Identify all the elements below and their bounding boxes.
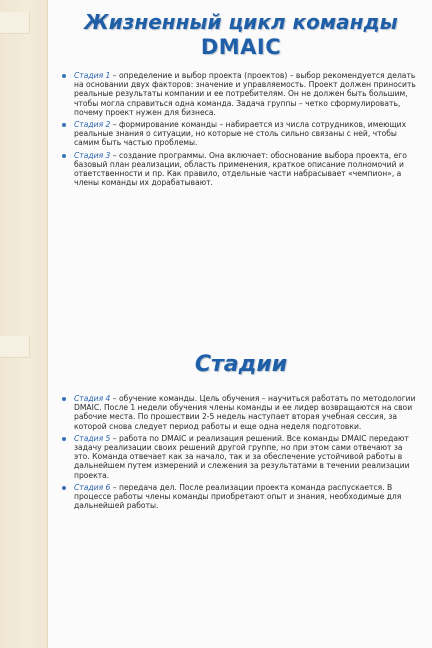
list-item xyxy=(62,483,416,511)
decorative-tab xyxy=(0,336,30,358)
list-item xyxy=(62,71,416,117)
stage-text: – работа по DMAIC и реализация решений. Все команды DMAIC передают задачу реализации своих решений другой группе, но при этом сами отвечают за это. Команда отвечает как за начало, так и за обеспечение устойчивой работы в дальнейшем путем измерений и слежения за результатами в течении реализации проекта. xyxy=(74,433,410,480)
decorative-side-strip xyxy=(0,324,48,648)
slide-stages xyxy=(0,324,432,648)
bullet-icon xyxy=(62,486,66,490)
stage-text: – формирование команды – набирается из числа сотрудников, имеющих реальные знания о ситуации, но которые не столь сильно связаны с ней, чтобы самим быть частью проблемы. xyxy=(74,120,407,148)
decorative-side-strip xyxy=(0,0,48,324)
stage-label: Стадия 4 xyxy=(74,394,111,403)
list-item xyxy=(62,434,416,480)
stage-text: – создание программы. Она включает: обоснование выбора проекта, его базовый план реализации, область применения, краткое описание полномочий и ответственности и пр. Как правило, отдельные части набрасывает «чемпион», а члены команды их дорабатывают. xyxy=(74,150,407,188)
bullet-icon xyxy=(62,123,66,127)
stage-label: Стадия 3 xyxy=(74,150,111,160)
bullet-list xyxy=(62,394,416,513)
title-line-1: Жизненный цикл команды xyxy=(84,10,398,34)
slide-title xyxy=(60,10,422,60)
list-item xyxy=(62,120,416,148)
list-item xyxy=(62,394,416,431)
stage-text: – обучение команды. Цель обучения – научиться работать по методологии DMAIC. После 1 недели обучения члены команды и ее лидер возвращаются на свои рабочие места. По прошествии 2-5 недель наступает вторая учебная сессия, за которой снова следует период работы и еще одна неделя подготовки. xyxy=(74,394,416,431)
stage-label: Стадия 2 xyxy=(74,120,111,130)
stage-label: Стадия 6 xyxy=(74,482,111,492)
title-line-2: DMAIC xyxy=(200,35,282,59)
bullet-icon xyxy=(62,154,66,158)
list-item xyxy=(62,151,416,188)
stage-text: – определение и выбор проекта (проектов) – выбор рекомендуется делать на основании двух факторов: значение и управляемость. Проект должен приносить реальные результаты компании и ее потребителям. Он не должен быть большим, чтобы могла справиться одна команда. Задача группы – четко сформулировать, почему проект нужен для бизнеса. xyxy=(74,71,416,117)
slide-title: Стадии xyxy=(194,352,288,377)
bullet-icon xyxy=(62,397,66,401)
bullet-list xyxy=(62,71,416,190)
bullet-icon xyxy=(62,437,66,441)
stage-text: – передача дел. После реализации проекта команда распускается. В процессе работы члены команды приобретают опыт и знания, необходимые для дальнейшей работы. xyxy=(74,482,402,511)
stage-label: Стадия 5 xyxy=(74,433,111,443)
bullet-icon xyxy=(62,74,66,78)
stage-label: Стадия 1 xyxy=(74,71,111,80)
decorative-tab xyxy=(0,12,30,34)
